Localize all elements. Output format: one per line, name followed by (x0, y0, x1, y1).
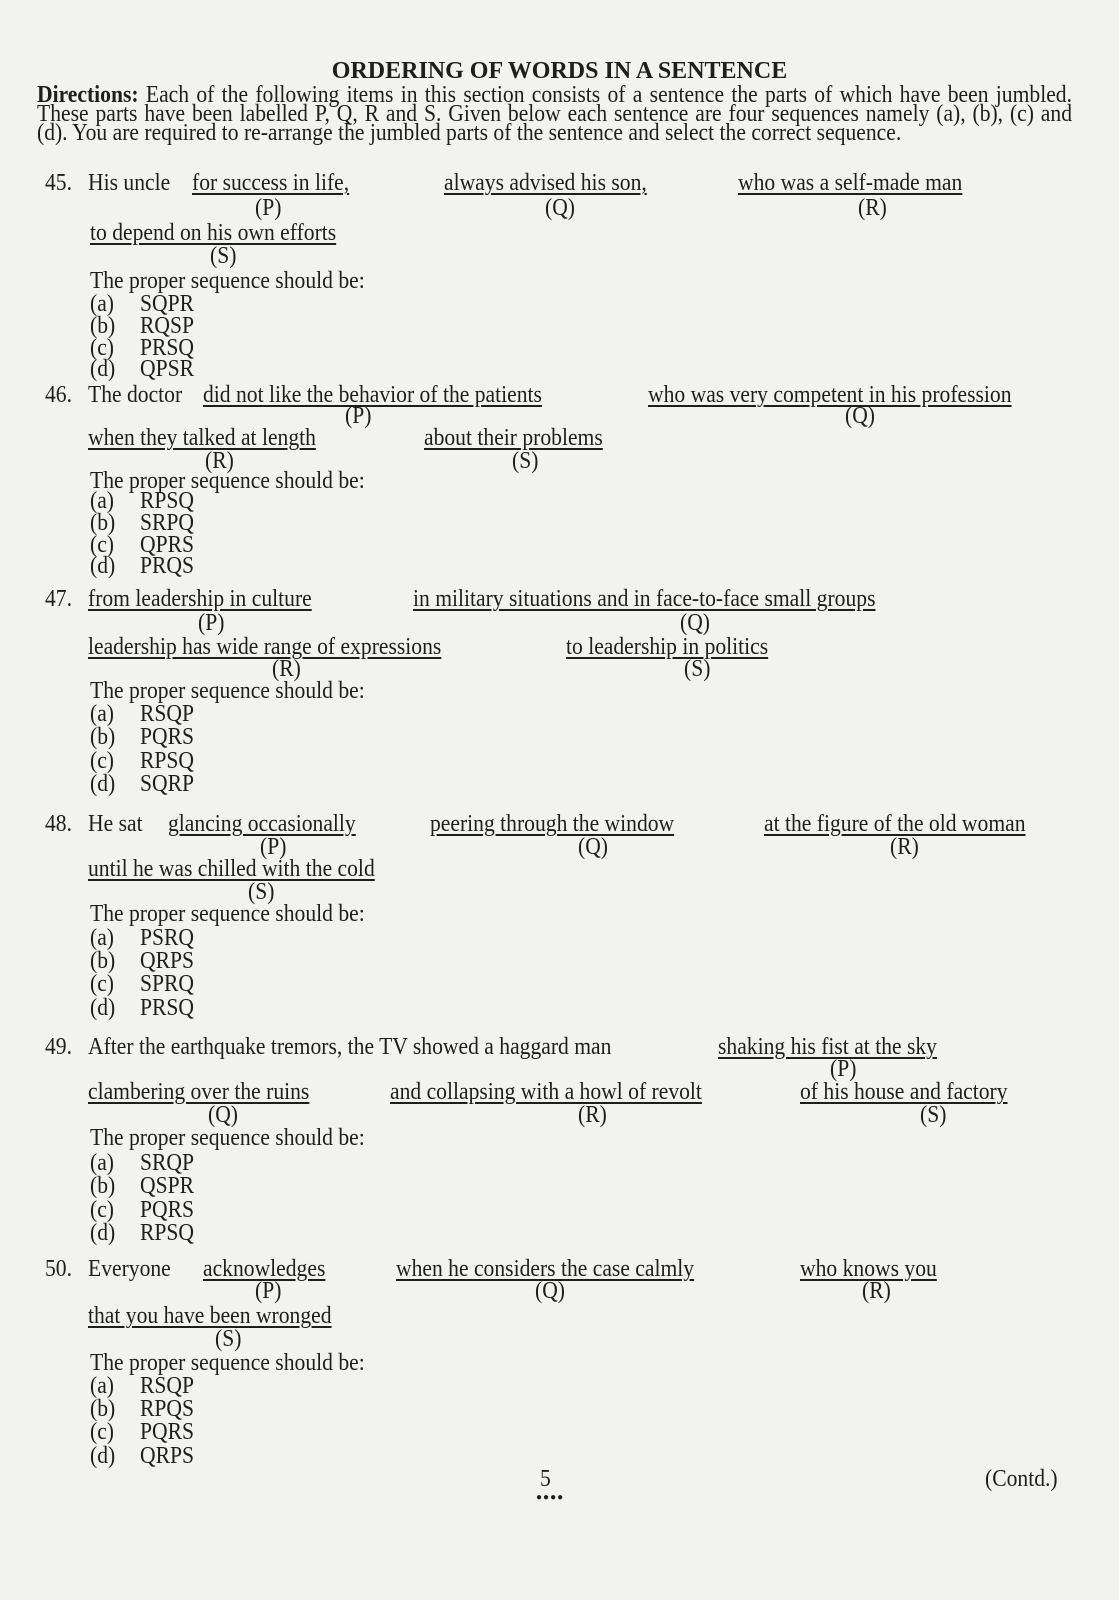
option-c-sequence: PQRS (140, 1197, 195, 1223)
sequence-prompt: The proper sequence should be: (90, 1350, 365, 1376)
page-dots: ●●●● (536, 1492, 565, 1503)
segment-q: peering through the window (430, 811, 675, 837)
segment-label-q: (Q) (845, 403, 875, 429)
segment-p: acknowledges (203, 1256, 326, 1282)
segment-label-r: (R) (862, 1278, 891, 1304)
segment-label-q: (Q) (578, 834, 608, 860)
segment-r: at the figure of the old woman (764, 811, 1026, 837)
option-b-label: (b) (90, 1173, 116, 1199)
option-b-label: (b) (90, 510, 116, 536)
option-c-sequence: SPRQ (140, 971, 195, 997)
option-b-label: (b) (90, 1396, 116, 1422)
option-c-label: (c) (90, 335, 114, 361)
segment-label-p: (P) (830, 1056, 857, 1082)
question-stem: After the earthquake tremors, the TV showed a haggard man (88, 1034, 612, 1060)
option-d-sequence: RPSQ (140, 1220, 195, 1246)
option-a-sequence: RSQP (140, 1373, 195, 1399)
option-c-sequence: QPRS (140, 532, 195, 558)
option-b-label: (b) (90, 724, 116, 750)
segment-label-r: (R) (578, 1102, 607, 1128)
segment-label-q: (Q) (545, 195, 575, 221)
segment-r: and collapsing with a howl of revolt (390, 1079, 702, 1105)
sequence-prompt: The proper sequence should be: (90, 1125, 365, 1151)
segment-label-q: (Q) (680, 610, 710, 636)
segment-p: for success in life, (192, 170, 350, 196)
option-d-label: (d) (90, 553, 116, 579)
option-a-sequence: RPSQ (140, 488, 195, 514)
segment-q: who was very competent in his profession (648, 382, 1012, 408)
segment-label-s: (S) (920, 1102, 947, 1128)
question-number: 46. (45, 382, 72, 408)
option-b-sequence: QSPR (140, 1173, 195, 1199)
sequence-prompt: The proper sequence should be: (90, 901, 365, 927)
option-a-sequence: PSRQ (140, 925, 195, 951)
option-a-sequence: SQPR (140, 291, 195, 317)
segment-label-r: (R) (858, 195, 887, 221)
segment-label-p: (P) (198, 610, 225, 636)
option-d-sequence: QPSR (140, 356, 195, 382)
contd-label: (Contd.) (985, 1466, 1058, 1492)
option-a-label: (a) (90, 488, 114, 514)
question-number: 47. (45, 586, 72, 612)
option-d-sequence: SQRP (140, 771, 195, 797)
option-b-sequence: RPQS (140, 1396, 195, 1422)
segment-label-p: (P) (255, 1278, 282, 1304)
segment-label-q: (Q) (535, 1278, 565, 1304)
segment-label-r: (R) (205, 448, 234, 474)
question-number: 49. (45, 1034, 72, 1060)
option-c-label: (c) (90, 532, 114, 558)
segment-q: in military situations and in face-to-face small groups (413, 586, 876, 612)
segment-s: to leadership in politics (566, 634, 769, 660)
segment-label-s: (S) (684, 656, 711, 682)
segment-q: always advised his son, (444, 170, 647, 196)
option-c-sequence: PRSQ (140, 335, 195, 361)
option-b-label: (b) (90, 948, 116, 974)
segment-label-s: (S) (215, 1326, 242, 1352)
segment-r: when they talked at length (88, 425, 316, 451)
segment-q: clambering over the ruins (88, 1079, 310, 1105)
option-c-sequence: PQRS (140, 1419, 195, 1445)
segment-label-p: (P) (255, 195, 282, 221)
segment-s: until he was chilled with the cold (88, 856, 375, 882)
question-stem: He sat (88, 811, 143, 837)
option-c-label: (c) (90, 971, 114, 997)
option-d-sequence: QRPS (140, 1443, 195, 1469)
directions (37, 82, 1073, 146)
directions-text: Each of the following items in this section consists of a sentence the parts of which have been jumbled. These parts have been labelled P, Q, R and S. Given below each sentence are four sequences namely (a), (b), (c) and (d). You are required to re-arrange the jumbled parts of the sentence and select the correct sequence. (37, 82, 1073, 146)
option-c-label: (c) (90, 1197, 114, 1223)
segment-label-s: (S) (248, 879, 275, 905)
segment-label-p: (P) (345, 403, 372, 429)
segment-s: of his house and factory (800, 1079, 1008, 1105)
option-a-sequence: RSQP (140, 701, 195, 727)
option-d-label: (d) (90, 1443, 116, 1469)
sequence-prompt: The proper sequence should be: (90, 678, 365, 704)
option-a-label: (a) (90, 925, 114, 951)
question-stem: Everyone (88, 1256, 171, 1282)
option-d-label: (d) (90, 356, 116, 382)
option-b-sequence: PQRS (140, 724, 195, 750)
option-d-sequence: PRQS (140, 553, 195, 579)
option-a-label: (a) (90, 1373, 114, 1399)
question-number: 45. (45, 170, 72, 196)
segment-label-r: (R) (272, 656, 301, 682)
segment-q: when he considers the case calmly (396, 1256, 695, 1282)
segment-s: that you have been wronged (88, 1303, 332, 1329)
segment-r: who knows you (800, 1256, 937, 1282)
option-d-label: (d) (90, 771, 116, 797)
option-d-sequence: PRSQ (140, 995, 195, 1021)
option-a-label: (a) (90, 291, 114, 317)
option-a-label: (a) (90, 701, 114, 727)
segment-p: shaking his fist at the sky (718, 1034, 937, 1060)
option-a-sequence: SRQP (140, 1150, 195, 1176)
segment-label-r: (R) (890, 834, 919, 860)
segment-label-s: (S) (210, 243, 237, 269)
option-c-label: (c) (90, 1419, 114, 1445)
segment-label-s: (S) (512, 448, 539, 474)
page-number: 5 (540, 1466, 551, 1492)
sequence-prompt: The proper sequence should be: (90, 468, 365, 494)
option-b-sequence: RQSP (140, 313, 195, 339)
sequence-prompt: The proper sequence should be: (90, 268, 365, 294)
option-c-label: (c) (90, 748, 114, 774)
segment-p: glancing occasionally (168, 811, 356, 837)
directions-label: Directions: (37, 82, 139, 108)
option-b-sequence: QRPS (140, 948, 195, 974)
option-b-label: (b) (90, 313, 116, 339)
question-number: 50. (45, 1256, 72, 1282)
segment-s: to depend on his own efforts (90, 220, 337, 246)
segment-r: leadership has wide range of expressions (88, 634, 442, 660)
segment-p: from leadership in culture (88, 586, 312, 612)
question-number: 48. (45, 811, 72, 837)
question-stem: The doctor (88, 382, 183, 408)
option-c-sequence: RPSQ (140, 748, 195, 774)
option-b-sequence: SRPQ (140, 510, 195, 536)
segment-label-p: (P) (260, 834, 287, 860)
segment-p: did not like the behavior of the patients (203, 382, 542, 408)
question-stem: His uncle (88, 170, 171, 196)
segment-s: about their problems (424, 425, 603, 451)
option-a-label: (a) (90, 1150, 114, 1176)
section-title: ORDERING OF WORDS IN A SENTENCE (331, 58, 788, 84)
option-d-label: (d) (90, 1220, 116, 1246)
segment-label-q: (Q) (208, 1102, 238, 1128)
segment-r: who was a self-made man (738, 170, 963, 196)
option-d-label: (d) (90, 995, 116, 1021)
